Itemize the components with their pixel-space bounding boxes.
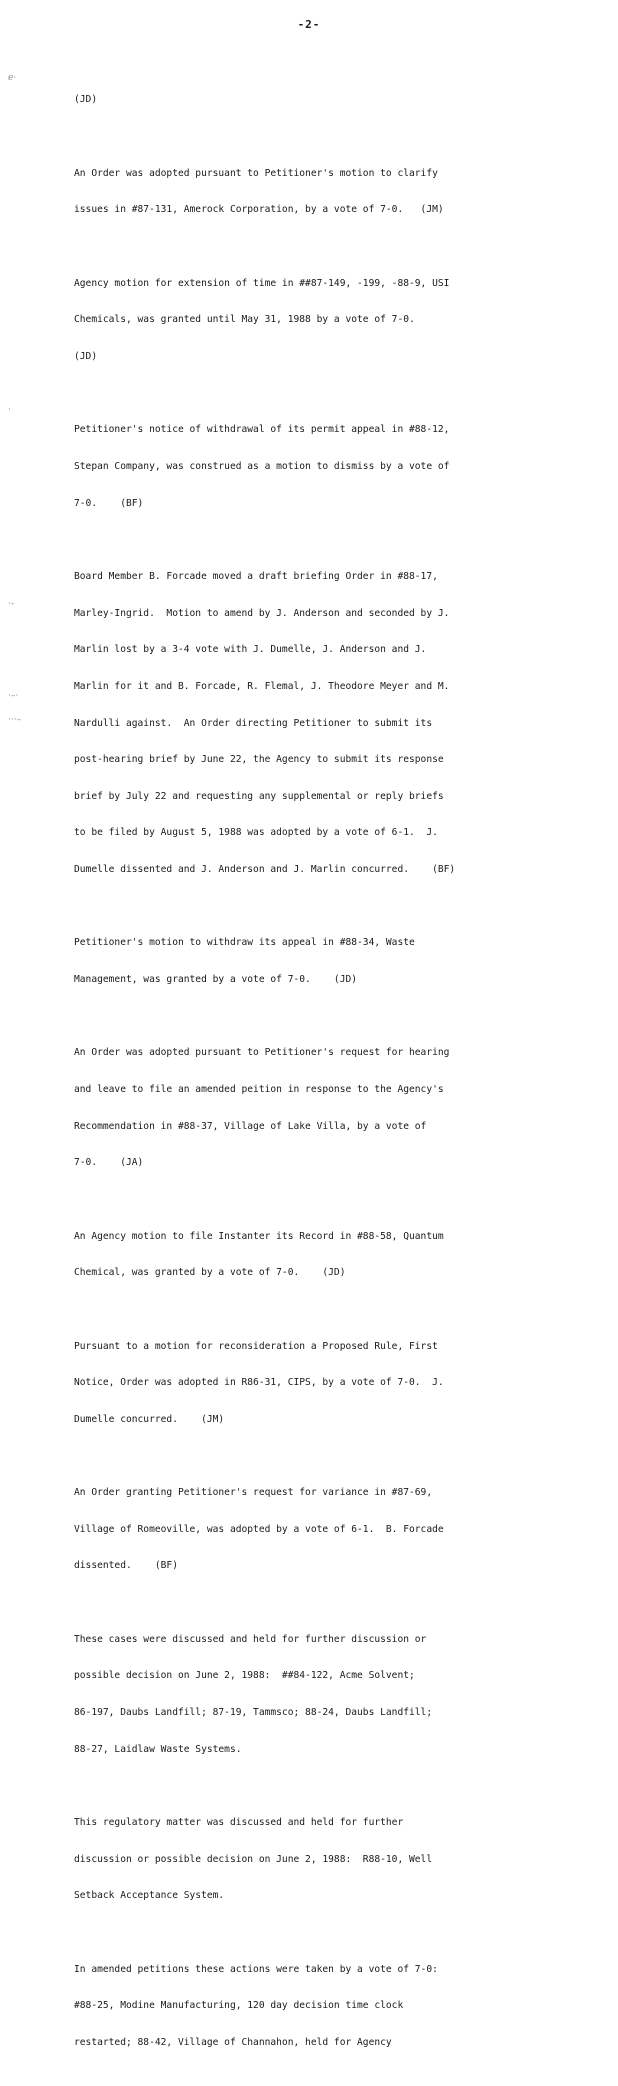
text-line: #88-25, Modine Manufacturing, 120 day decision time clock [74, 2000, 404, 2012]
paragraph-3 [74, 253, 554, 387]
text-line: Agency motion for extension of time in ##87-149, -199, -88-9, USI [74, 277, 450, 289]
text-line: These cases were discussed and held for further discussion or [74, 1633, 427, 1645]
text-line: Stepan Company, was construed as a motion to dismiss by a vote of [74, 461, 450, 473]
text-line: Nardulli against. An Order directing Petitioner to submit its [74, 717, 433, 729]
text-line: An Order was adopted pursuant to Petitioner's request for hearing [74, 1047, 450, 1059]
text-line: brief by July 22 and requesting any supplemental or reply briefs [74, 790, 444, 802]
page-number: -2- [297, 18, 321, 31]
text-line: Pursuant to a motion for reconsideration a Proposed Rule, First [74, 1340, 438, 1352]
paragraph-13 [74, 1939, 554, 2073]
margin-mark-4: ·–· [8, 691, 19, 701]
text-line: Petitioner's motion to withdraw its appeal in #88-34, Waste [74, 937, 415, 949]
margin-mark-5: ···– [8, 715, 22, 725]
text-line: Chemicals, was granted until May 31, 1988 by a vote of 7-0. [74, 314, 415, 326]
text-line: Board Member B. Forcade moved a draft briefing Order in #88-17, [74, 571, 438, 583]
text-line: Dumelle concurred. (JM) [74, 1413, 225, 1425]
text-line: Village of Romeoville, was adopted by a vote of 6-1. B. Forcade [74, 1523, 444, 1535]
text-line: (JD) [74, 351, 98, 363]
paragraph-8 [74, 1206, 554, 1304]
text-line: An Order was adopted pursuant to Petitioner's motion to clarify [74, 167, 438, 179]
text-line: This regulatory matter was discussed and held for further [74, 1817, 404, 1829]
text-line: An Agency motion to file Instanter its Record in #88-58, Quantum [74, 1230, 444, 1242]
text-line: to be filed by August 5, 1988 was adopted by a vote of 6-1. J. [74, 827, 438, 839]
text-line: Chemical, was granted by a vote of 7-0. (JD) [74, 1267, 346, 1279]
paragraph-6 [74, 913, 554, 1011]
text-line: Petitioner's notice of withdrawal of its permit appeal in #88-12, [74, 424, 450, 436]
text-line: In amended petitions these actions were taken by a vote of 7-0: [74, 1963, 438, 1975]
paragraph-10 [74, 1463, 554, 1597]
margin-mark-3: ·- [8, 599, 15, 609]
paragraph-4 [74, 400, 554, 534]
paragraph-9 [74, 1316, 554, 1450]
text-line: 86-197, Daubs Landfill; 87-19, Tammsco; 88-24, Daubs Landfill; [74, 1707, 433, 1719]
text-line: discussion or possible decision on June 2, 1988: R88-10, Well [74, 1853, 433, 1865]
paragraph-5 [74, 547, 554, 901]
text-line: Marley-Ingrid. Motion to amend by J. Anderson and seconded by J. [74, 607, 450, 619]
text-line: dissented. (BF) [74, 1560, 178, 1572]
text-line: Dumelle dissented and J. Anderson and J. Marlin concurred. (BF) [74, 863, 456, 875]
text-line: (JD) [74, 94, 98, 106]
text-line: possible decision on June 2, 1988: ##84-122, Acme Solvent; [74, 1670, 415, 1682]
paragraph-12 [74, 1793, 554, 1927]
text-line: and leave to file an amended peition in response to the Agency's [74, 1083, 444, 1095]
text-line: Recommendation in #88-37, Village of Lake Villa, by a vote of [74, 1120, 427, 1132]
text-line: 7-0. (BF) [74, 497, 144, 509]
text-line: Marlin for it and B. Forcade, R. Flemal, J. Theodore Meyer and M. [74, 680, 450, 692]
paragraph-1 [74, 70, 554, 131]
text-line: restarted; 88-42, Village of Channahon, held for Agency [74, 2036, 392, 2048]
text-line: 88-27, Laidlaw Waste Systems. [74, 1743, 242, 1755]
text-line: Marlin lost by a 3-4 vote with J. Dumelle, J. Anderson and J. [74, 644, 427, 656]
paragraph-2 [74, 143, 554, 241]
text-line: Management, was granted by a vote of 7-0. (JD) [74, 973, 358, 985]
text-line: issues in #87-131, Amerock Corporation, by a vote of 7-0. (JM) [74, 204, 444, 216]
text-line: An Order granting Petitioner's request for variance in #87-69, [74, 1487, 433, 1499]
text-line: Setback Acceptance System. [74, 1890, 225, 1902]
text-line: Notice, Order was adopted in R86-31, CIPS, by a vote of 7-0. J. [74, 1377, 444, 1389]
document-body [74, 70, 554, 2086]
text-line: 7-0. (JA) [74, 1157, 144, 1169]
paragraph-7 [74, 1023, 554, 1194]
margin-mark-1: ℯ· [8, 73, 17, 83]
paragraph-11 [74, 1609, 554, 1780]
margin-mark-2: · [8, 405, 11, 415]
text-line: post-hearing brief by June 22, the Agency to submit its response [74, 754, 444, 766]
